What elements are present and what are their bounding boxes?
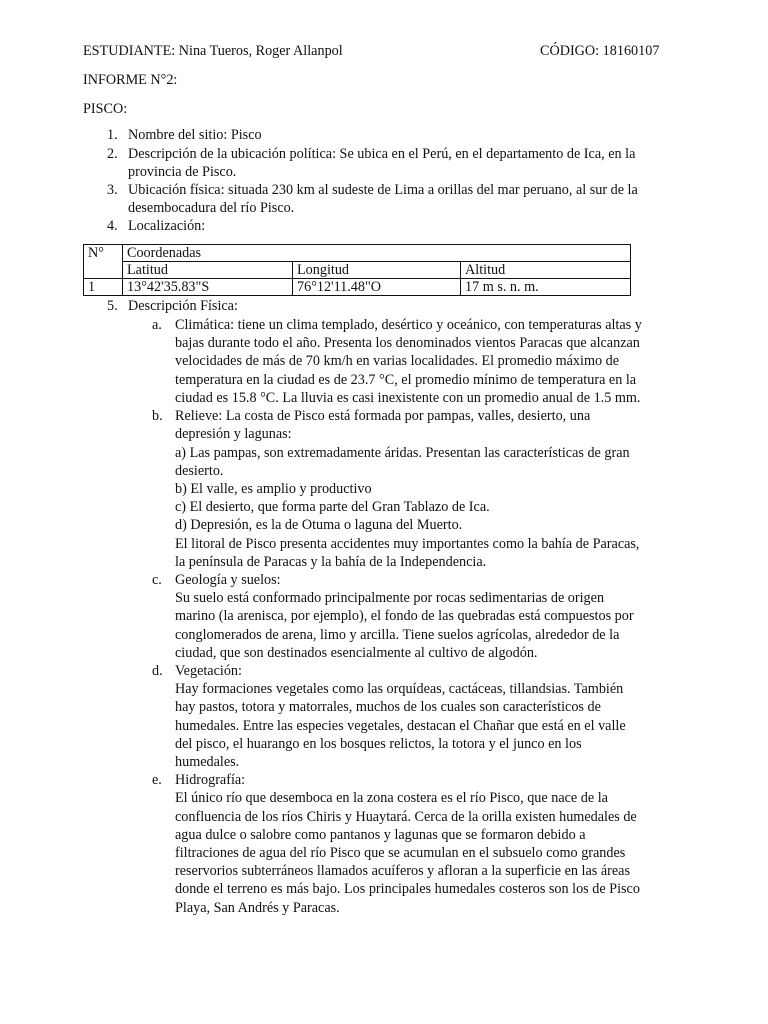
sub-letter: e. <box>152 772 162 788</box>
student-name: ESTUDIANTE: Nina Tueros, Roger Allanpol <box>83 43 343 59</box>
sub-line: depresión y lagunas: <box>175 426 292 442</box>
item-number: 5. <box>107 298 118 314</box>
item-number: 2. <box>107 146 118 162</box>
sub-line: Playa, San Andrés y Paracas. <box>175 900 340 916</box>
item-text: Descripción de la ubicación política: Se ubica en el Perú, en el departamento de Ica, en la <box>128 146 636 162</box>
table-subheader-row <box>84 262 631 279</box>
table-row <box>84 279 631 296</box>
sub-line: El litoral de Pisco presenta accidentes muy importantes como la bahía de Paracas, <box>175 536 640 552</box>
sub-line: conglomerados de arena, limo y arcilla. Tiene suelos agrícolas, alrededor de la <box>175 627 620 643</box>
sub-line: bajas durante todo el año. Presenta los denominados vientos Paracas que alcanzan <box>175 335 640 351</box>
sub-line: Climática: tiene un clima templado, desértico y oceánico, con temperaturas altas y <box>175 317 642 333</box>
sub-line: d) Depresión, es la de Otuma o laguna del Muerto. <box>175 517 463 533</box>
item-text: provincia de Pisco. <box>128 164 237 180</box>
sub-letter: c. <box>152 572 162 588</box>
sub-line: humedales. <box>175 754 240 770</box>
table-cell-altitude: 17 m s. n. m. <box>461 279 631 296</box>
sub-line: reservorios subterráneos llamados acuíferos y afloran a la superficie en las áreas <box>175 863 630 879</box>
sub-line: Hidrografía: <box>175 772 246 788</box>
sub-line: agua dulce o salobre como pantanos y lagunas que se formaron debido a <box>175 827 586 843</box>
sub-line: confluencia de los ríos Chiris y Huaytará. Cerca de la orilla existen humedales de <box>175 809 637 825</box>
column-header: Altitud <box>461 262 631 279</box>
item-number: 1. <box>107 127 118 143</box>
item-text: Nombre del sitio: Pisco <box>128 127 262 143</box>
coords-header: Coordenadas <box>123 245 631 262</box>
report-title: INFORME N°2: <box>83 72 178 88</box>
sub-letter: b. <box>152 408 163 424</box>
sub-line: Su suelo está conformado principalmente por rocas sedimentarias de origen <box>175 590 605 606</box>
sub-line: a) Las pampas, son extremadamente áridas. Presentan las características de gran <box>175 445 630 461</box>
sub-line: ciudad es 15.8 °C. La lluvia es casi inexistente con un promedio anual de 1.5 mm. <box>175 390 641 406</box>
sub-line: b) El valle, es amplio y productivo <box>175 481 372 497</box>
sub-line: la península de Paracas y la bahía de la Independencia. <box>175 554 487 570</box>
sub-line: velocidades de más de 70 km/h en varias localidades. El promedio máximo de <box>175 353 620 369</box>
student-code: CÓDIGO: 18160107 <box>540 43 660 59</box>
item-text: Localización: <box>128 218 206 234</box>
sub-line: Hay formaciones vegetales como las orquídeas, cactáceas, tillandsias. También <box>175 681 624 697</box>
item-number: 4. <box>107 218 118 234</box>
sub-line: filtraciones de agua del río Pisco que se acumulan en el subsuelo como grandes <box>175 845 626 861</box>
sub-line: hay pastos, totora y matorrales, muchos de los cuales son característicos de <box>175 699 601 715</box>
sub-line: Geología y suelos: <box>175 572 281 588</box>
place-title: PISCO: <box>83 101 128 117</box>
table-cell-no: 1 <box>84 279 123 296</box>
sub-line: donde el terreno es más bajo. Los principales humedales costeros son los de Pisco <box>175 881 640 897</box>
no-header: N° <box>84 245 123 279</box>
item-text: Ubicación física: situada 230 km al sudeste de Lima a orillas del mar peruano, al sur de la <box>128 182 638 198</box>
sub-line: del pisco, el huarango en los bosques relictos, la totora y el junco en los <box>175 736 582 752</box>
sub-line: Vegetación: <box>175 663 242 679</box>
sub-line: El único río que desemboca en la zona costera es el río Pisco, que nace de la <box>175 790 608 806</box>
column-header: Latitud <box>123 262 293 279</box>
sub-line: Relieve: La costa de Pisco está formada por pampas, valles, desierto, una <box>175 408 591 424</box>
table-cell-latitude: 13°42'35.83"S <box>123 279 293 296</box>
sub-line: humedales. Entre las especies vegetales, destacan el Chañar que está en el valle <box>175 718 626 734</box>
sub-line: temperatura en la ciudad es de 23.7 °C, el promedio mínimo de temperatura en la <box>175 372 637 388</box>
table-cell-longitude: 76°12'11.48"O <box>293 279 461 296</box>
location-table <box>83 244 631 296</box>
item-text: desembocadura del río Pisco. <box>128 200 295 216</box>
sub-line: ciudad, que son destinados esencialmente al cultivo de algodón. <box>175 645 538 661</box>
sub-line: marino (la arenisca, por ejemplo), el fondo de las quebradas está compuestos por <box>175 608 634 624</box>
sub-letter: a. <box>152 317 162 333</box>
item-text: Descripción Física: <box>128 298 238 314</box>
table-header-row <box>84 245 631 262</box>
sub-line: desierto. <box>175 463 224 479</box>
item-number: 3. <box>107 182 118 198</box>
column-header: Longitud <box>293 262 461 279</box>
sub-letter: d. <box>152 663 163 679</box>
sub-line: c) El desierto, que forma parte del Gran Tablazo de Ica. <box>175 499 490 515</box>
